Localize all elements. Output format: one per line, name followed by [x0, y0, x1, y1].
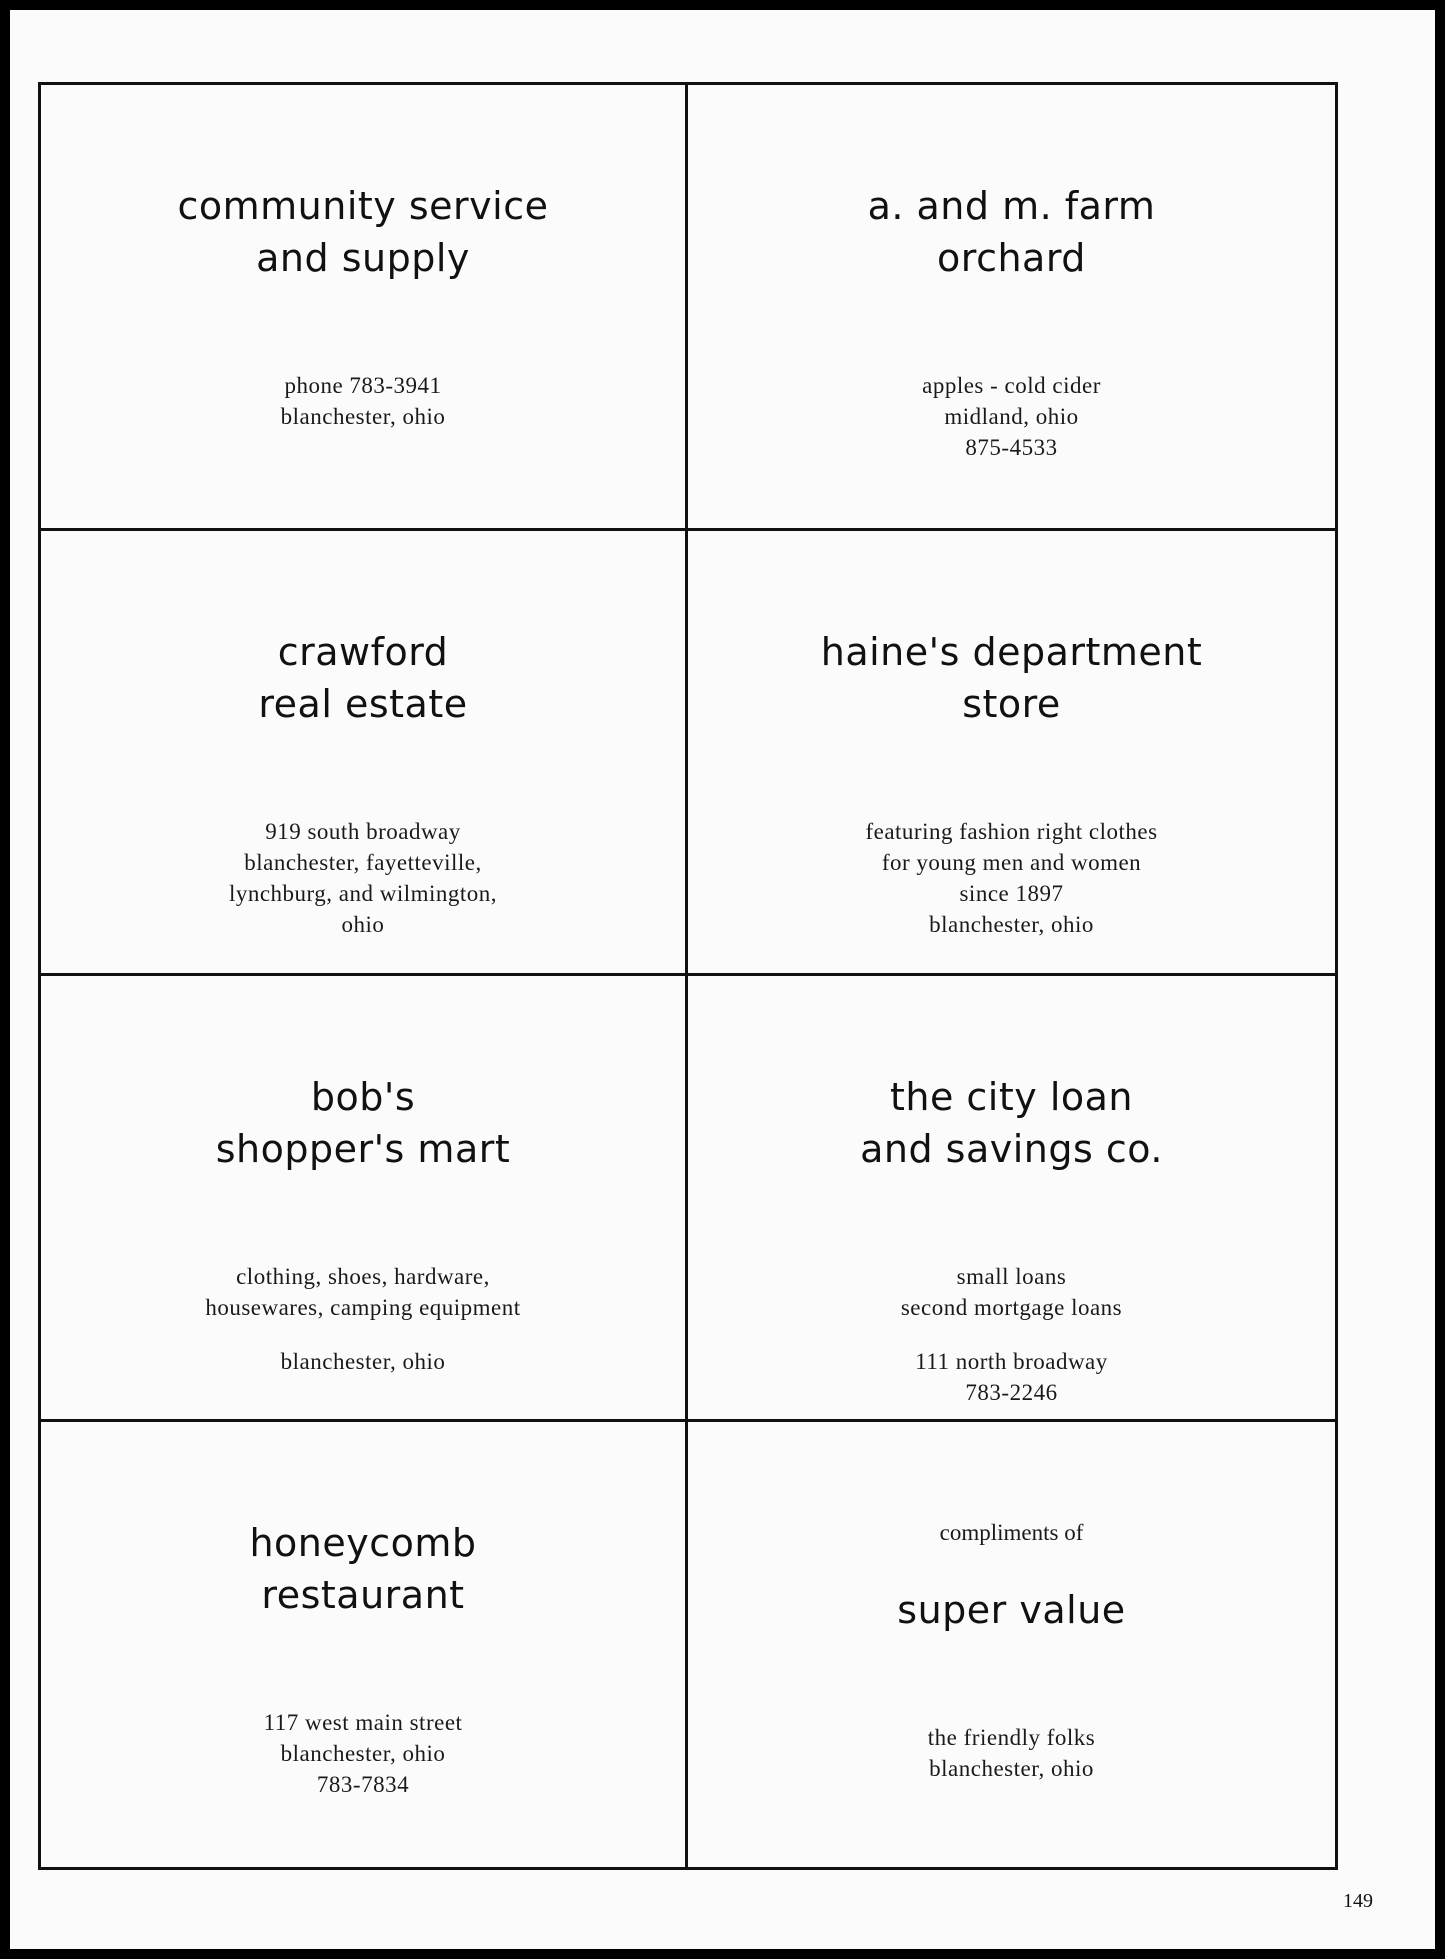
ad-body-line: midland, ohio [944, 404, 1079, 429]
ad-title-line: haine's department [820, 629, 1203, 674]
ad-title-line: and supply [256, 236, 470, 280]
ad-body-line: blanchester, ohio [280, 404, 446, 429]
ad-body-line: 783-7834 [316, 1771, 410, 1797]
ad-body-line: 783-2246 [965, 1380, 1058, 1405]
ad-title-line: crawford [277, 629, 449, 674]
ad-body [688, 1261, 1335, 1408]
ad-body [688, 816, 1335, 940]
ad-title [688, 1584, 1335, 1636]
ad-body-line: blanchester, ohio [280, 1349, 446, 1374]
ad-body-line: small loans [956, 1264, 1067, 1289]
ad-body-line: housewares, camping equipment [205, 1295, 521, 1320]
ad-grid [38, 82, 1338, 1870]
ad-body-line: phone 783-3941 [284, 373, 442, 398]
ad-body-line: blanchester, ohio [280, 1740, 446, 1766]
ad-body-line: featuring fashion right clothes [865, 818, 1158, 844]
ad-title [41, 180, 685, 284]
ad-title [41, 626, 685, 730]
yearbook-page [10, 10, 1435, 1949]
ad-title-line: store [962, 681, 1061, 726]
ad-title-line: and savings co. [860, 1127, 1163, 1171]
ad-body-line: 111 north broadway [915, 1349, 1108, 1374]
ad-title-line: orchard [937, 236, 1086, 280]
ad-body [41, 1261, 685, 1377]
ad-title [688, 1071, 1335, 1175]
ad-title-line: real estate [258, 681, 468, 726]
ad-title-line: shopper's mart [215, 1127, 511, 1171]
ad-title-line: restaurant [261, 1572, 465, 1617]
ad-bobs [41, 976, 688, 1422]
ad-title-line: community service [177, 184, 549, 228]
ad-community-service [41, 85, 688, 531]
ad-body [688, 370, 1335, 463]
ad-body-line [688, 1323, 1335, 1346]
ad-body-line: blanchester, fayetteville, [244, 849, 482, 875]
ad-title [41, 1517, 685, 1621]
ad-body [41, 816, 685, 940]
ad-title-line: a. and m. farm [867, 184, 1156, 228]
ad-title [41, 1071, 685, 1175]
ad-honeycomb [41, 1422, 688, 1868]
ad-title-line: super value [897, 1587, 1126, 1632]
ad-body-line [41, 1323, 685, 1346]
ad-body-line: 875-4533 [965, 435, 1058, 460]
ad-body-line: ohio [341, 911, 385, 937]
ad-body [41, 370, 685, 432]
ad-city-loan [688, 976, 1335, 1422]
ad-body-line: clothing, shoes, hardware, [236, 1264, 490, 1289]
page-number: 149 [1343, 1890, 1373, 1912]
ad-body-line: 919 south broadway [265, 818, 461, 844]
ad-body-line: lynchburg, and wilmington, [228, 880, 498, 906]
ad-preface: compliments of [939, 1519, 1084, 1545]
ad-body-line: 117 west main street [263, 1709, 463, 1735]
ad-body-line: second mortgage loans [900, 1295, 1123, 1320]
ad-body-line: since 1897 [959, 880, 1064, 906]
ad-body [688, 1722, 1335, 1784]
ad-body-line: blanchester, ohio [929, 911, 1094, 937]
ad-title [688, 180, 1335, 284]
ad-am-farm [688, 85, 1335, 531]
ad-crawford [41, 531, 688, 977]
ad-haines [688, 531, 1335, 977]
ad-body-line: the friendly folks [927, 1724, 1096, 1750]
ad-body [41, 1707, 685, 1800]
ad-super-value [688, 1422, 1335, 1868]
ad-body-line: blanchester, ohio [929, 1755, 1094, 1781]
ad-body-line: for young men and women [881, 849, 1142, 875]
ad-body-line: apples - cold cider [922, 373, 1101, 398]
ad-title [688, 626, 1335, 730]
ad-title-line: the city loan [889, 1075, 1134, 1119]
ad-title-line: honeycomb [249, 1520, 477, 1565]
ad-title-line: bob's [310, 1075, 416, 1119]
